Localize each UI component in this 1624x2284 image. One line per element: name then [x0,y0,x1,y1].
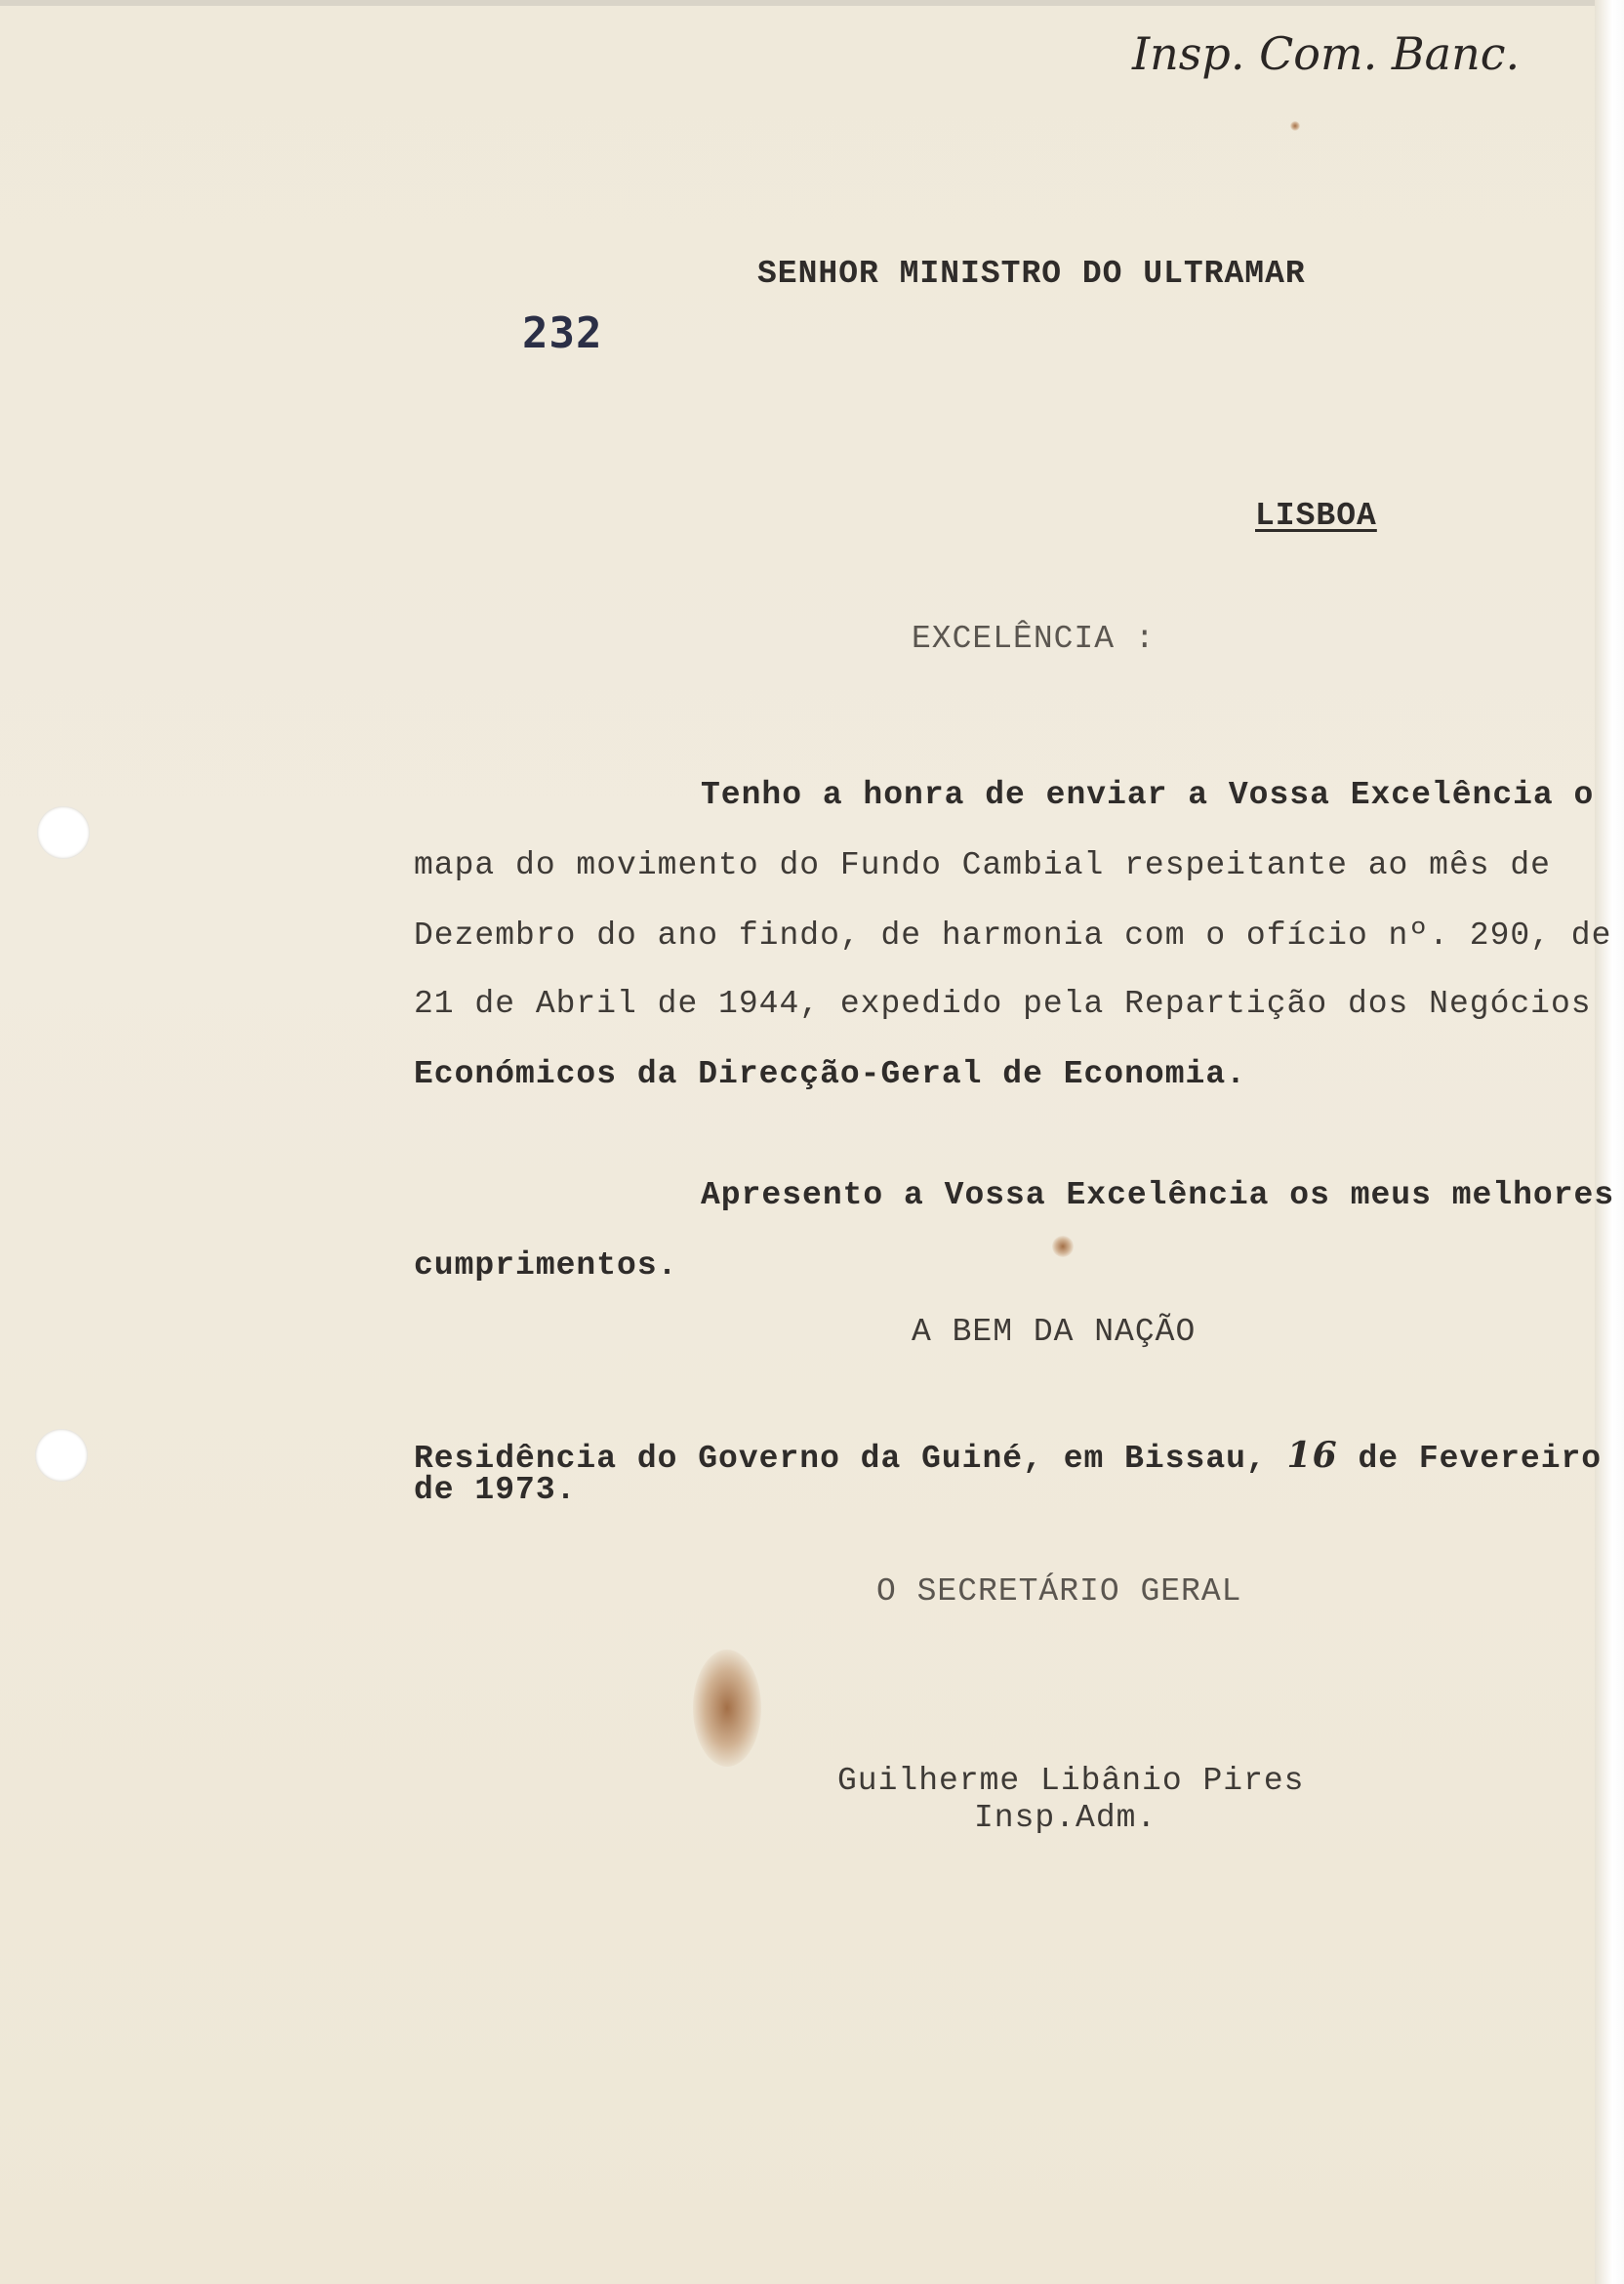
rust-stain-small [1052,1236,1074,1257]
punch-hole-lower [35,1429,88,1482]
body-line-4: 21 de Abril de 1944, expedido pela Repartição dos Negócios [414,986,1592,1022]
place-date-suffix: de Fevereiro [1337,1441,1603,1477]
place-date-line-1 [414,1435,1602,1477]
scan-right-edge [1595,0,1624,2284]
salutation: EXCELÊNCIA : [912,621,1156,657]
body-line-2: mapa do movimento do Fundo Cambial respeitante ao mês de [414,847,1551,883]
place-date-prefix: Residência do Governo da Guiné, em Bissau, [414,1441,1287,1477]
document-number-stamp: 232 [522,308,603,358]
signatory-role: Insp.Adm. [974,1800,1157,1836]
closing-line-1: Apresento a Vossa Excelência os meus melhores [701,1177,1615,1213]
signatory-name: Guilherme Libânio Pires [837,1763,1305,1799]
signatory-title: O SECRETÁRIO GERAL [876,1573,1242,1610]
scan-top-edge [0,0,1595,6]
handwritten-annotation: Insp. Com. Banc. [1132,27,1521,80]
addressee-line: SENHOR MINISTRO DO ULTRAMAR [757,256,1306,292]
rust-stain-large [693,1650,761,1767]
city-line: LISBOA [1255,498,1377,534]
body-line-5: Económicos da Direcção-Geral de Economia. [414,1056,1246,1092]
closing-line-2: cumprimentos. [414,1247,678,1284]
body-line-1: Tenho a honra de enviar a Vossa Excelência o [701,777,1595,813]
place-date-line-2: de 1973. [414,1472,577,1508]
body-line-3: Dezembro do ano findo, de harmonia com o ofício nº. 290, de [414,918,1612,954]
punch-hole-upper [37,806,90,859]
handwritten-day: 16 [1286,1435,1338,1476]
motto: A BEM DA NAÇÃO [912,1314,1197,1350]
rust-dot-top [1290,121,1300,131]
